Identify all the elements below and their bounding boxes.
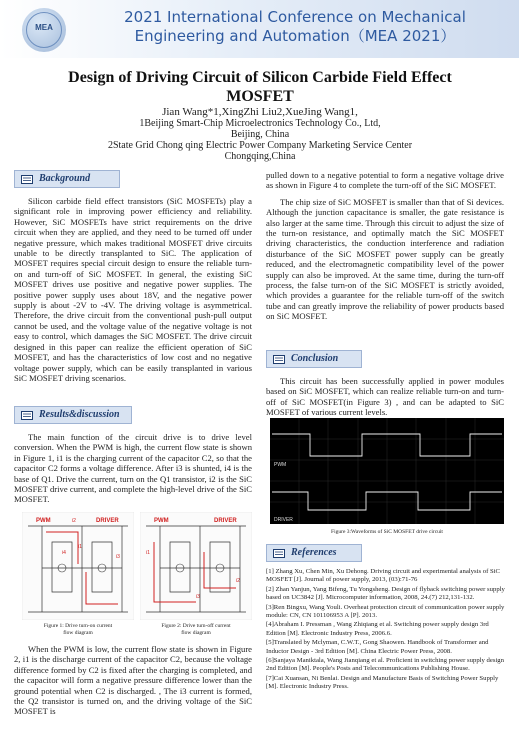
affiliation-2-line1: 2State Grid Chong qing Electric Power Company Marketing Service Center xyxy=(107,140,413,151)
section-background-label: Background xyxy=(39,173,91,184)
scope-driver-label: DRIVER xyxy=(274,517,293,523)
reference-item: [7]Cai Xuansan, Ni Benlai. Design and Manufacture Basis of Switching Power Supply [M]. Electronic Industry Press. xyxy=(266,674,499,691)
figure-2-caption-line1: Figure 2: Drive turn-off current xyxy=(161,623,231,629)
book-icon xyxy=(273,549,285,558)
results-text-1 xyxy=(14,432,252,511)
book-icon xyxy=(21,175,33,184)
figure-1-caption xyxy=(22,623,134,636)
section-references-label: References xyxy=(291,547,337,558)
fig1-driver-label: DRIVER xyxy=(96,518,119,524)
section-results-label: Results&discussion xyxy=(39,409,120,420)
reference-list xyxy=(266,568,506,693)
figure-3-oscilloscope xyxy=(270,418,504,524)
conference-title-line2: Engineering and Automation（MEA 2021） xyxy=(134,27,456,45)
fig2-i3-label: i3 xyxy=(196,594,200,600)
fig2-pwm-label: PWM xyxy=(154,518,169,524)
logo-text: MEA xyxy=(35,23,53,32)
results-paragraph-1: The main function of the circuit drive is to drive level conversion. When the PWM is high, the current flow state is shown in Figure 1, i1 is the charging current of the capacitor C2, so that the capacitor C2 forms a voltage difference. After i3 is shunted, i4 is the base of Q1. Drive the current, turn on the Q1 transistor, i2 is the SiC MOSFET drive current, and complete the high-level drive of the SiC MOSFET. xyxy=(14,432,252,505)
fig2-i2-label: i2 xyxy=(236,578,240,584)
mea-logo xyxy=(22,8,66,52)
background-paragraph: Silicon carbide field effect transistors (SiC MOSFETs) play a significant role in improving power efficiency and reliability. However, SiC MOSFETs have strict requirements on the drive circuit when they are applied, and they need to be turned off under negative pressure, which makes traditional MOSFET drive circuits unable to be directly transplanted to SiC. The application of MOSFET requires special circuit design to ensure the reliable turn-on and turn-off of SiC MOSFET. In general, the existing SiC MOSFET drives use positive and negative power supplies. The positive power supply uses about 18V, and the negative power supply is about -2V to -4V. The driving voltage is asymmetrical. Therefore, the drive circuit from the conventional push-pull output cannot be used, and the voltage value of the negative voltage is not easy to control, which damages the SiC MOSFET. The drive circuit designed in this paper can realize the efficient operation of SiC MOSFET, and has the characteristics of low cost and no negative voltage power supply, which can be easily transplanted in various SiC MOSFET driving scenarios. xyxy=(14,196,252,383)
fig1-i3-label: i3 xyxy=(116,554,120,560)
fig1-i2-label: i2 xyxy=(72,518,76,524)
figure-2-caption-line2: flow diagram xyxy=(181,629,211,636)
results-paragraph-2: When the PWM is low, the current flow state is shown in Figure 2, i1 is the discharge current of the capacitor C2, because the voltage difference formed by C2 is fixed after the charging is completed, and the capacitor will form a negative pressure difference lower than the ground potential when C2 is discharged. , The i3 current is formed, the Q2 transistor is turned on, and the driving voltage of the SiC MOSFET is xyxy=(14,644,252,717)
fig2-i1-label: i1 xyxy=(146,550,150,556)
results-text-2 xyxy=(14,644,252,723)
paper-title-line1: Design of Driving Circuit of Silicon Carbide Field Effect xyxy=(68,69,452,86)
background-text xyxy=(14,196,252,389)
section-conclusion-label: Conclusion xyxy=(291,353,339,364)
section-conclusion-heading xyxy=(266,350,362,368)
figure-2-caption xyxy=(140,623,252,636)
reference-item: [2] Zhan Yanjun, Yang Bifeng, Tu Yongsheng. Design of flyback switching power supply based on UC3842 [J]. Microcomputer information, 2008, 24.(7) 212,131-132. xyxy=(266,585,505,602)
book-icon xyxy=(273,355,285,364)
section-background-heading xyxy=(14,170,120,188)
conference-header xyxy=(0,0,519,58)
continued-paragraph: pulled down to a negative potential to form a negative voltage drive as shown in Figure 4 to complete the turn-off of the SiC MOSFET. xyxy=(266,170,504,191)
right-column-text xyxy=(266,170,504,328)
scope-pwm-label: PWM xyxy=(274,462,287,468)
conclusion-paragraph: This circuit has been successfully applied in power modules based on SiC MOSFET, which can realize reliable turn-on and turn-off of SiC MOSFET(in Figure 3) , and can be adapted to SiC MOSFET of various current levels. xyxy=(266,376,504,418)
conference-title-line1: 2021 International Conference on Mechanical xyxy=(124,8,466,26)
conference-title xyxy=(80,8,510,46)
fig1-i4-label: i4 xyxy=(62,550,66,556)
affiliation-1-line2: Beijing, China xyxy=(230,129,290,140)
figure-1-caption-line2: flow diagram xyxy=(63,629,93,636)
chip-size-paragraph: The chip size of SiC MOSFET is smaller than that of Si devices. Although the junction capacitance is smaller, the gate resistance is also larger at the same time. Through this circuit to adjust the size of the turn-on resistance, and optimally match the SiC MOSFET driving characteristics, the conduction interference and radiation disturbance of the SiC MOSFET power supply can be greatly reduced, and the electromagnetic compatibility level of the power supply can also be improved. At the same time, during the turn-off process, the false turn-on of the SiC MOSFET is strictly avoided, which provides a guarantee for the reliable turn-off of the switch tube and can greatly improve the reliability of power products based on SiC MOSFET. xyxy=(266,196,504,322)
reference-item: [4]Abraham I. Pressman , Wang Zhiqiang et al. Switching power supply design 3rd Edition [M]. Electronic Industry Press, 2006.6. xyxy=(266,621,489,637)
paper-title-line2: MOSFET xyxy=(226,88,294,105)
reference-item: [5]Translated by Mclyman, C.W.T., Gong Shaowen. Handbook of Transformer and Inductor Design - 3rd Edition [M]. China Electric Power Press, 2008. xyxy=(266,639,489,655)
fig1-i1-label: i1 xyxy=(78,544,82,550)
author-block xyxy=(60,107,460,162)
conclusion-text xyxy=(266,376,504,424)
reference-item: [6]Sanjaya Maniktala, Wang Jianqiang et al. Proficient in switching power supply design 2nd Edition [M]. People's Posts and Telecommunications Publishing House. xyxy=(266,657,504,673)
figure-1-caption-line1: Figure 1: Drive turn-on current xyxy=(43,623,113,629)
fig2-driver-label: DRIVER xyxy=(214,518,237,524)
authors: Jian Wang*1,XingZhi Liu2,XueJing Wang1, xyxy=(162,106,358,118)
figure-1-circuit-diagram xyxy=(22,512,134,620)
section-results-heading xyxy=(14,406,132,424)
section-references-heading xyxy=(266,544,362,562)
figure-2-circuit-diagram xyxy=(140,512,252,620)
reference-item: [1] Zhang Xu, Chen Min, Xu Dehong. Driving circuit and experimental analysis of SiC MOSFET [J]. Journal of power supply, 2013, (03):71-76 xyxy=(266,568,501,584)
reference-item: [3]Ren Bingxu, Wang Youli. Overheat protection circuit of communication power supply module: CN, CN 101106953 A [P]. 2013. xyxy=(266,603,505,620)
affiliation-1-line1: 1Beijing Smart-Chip Microelectronics Technology Co., Ltd, xyxy=(139,118,381,129)
paper-title xyxy=(20,68,500,106)
affiliation-2-line2: Chongqing,China xyxy=(224,151,296,162)
fig1-pwm-label: PWM xyxy=(36,518,51,524)
book-icon xyxy=(21,411,33,420)
figure-3-caption: Figure 3:Waveforms of SiC MOSFET drive circuit xyxy=(331,529,443,535)
